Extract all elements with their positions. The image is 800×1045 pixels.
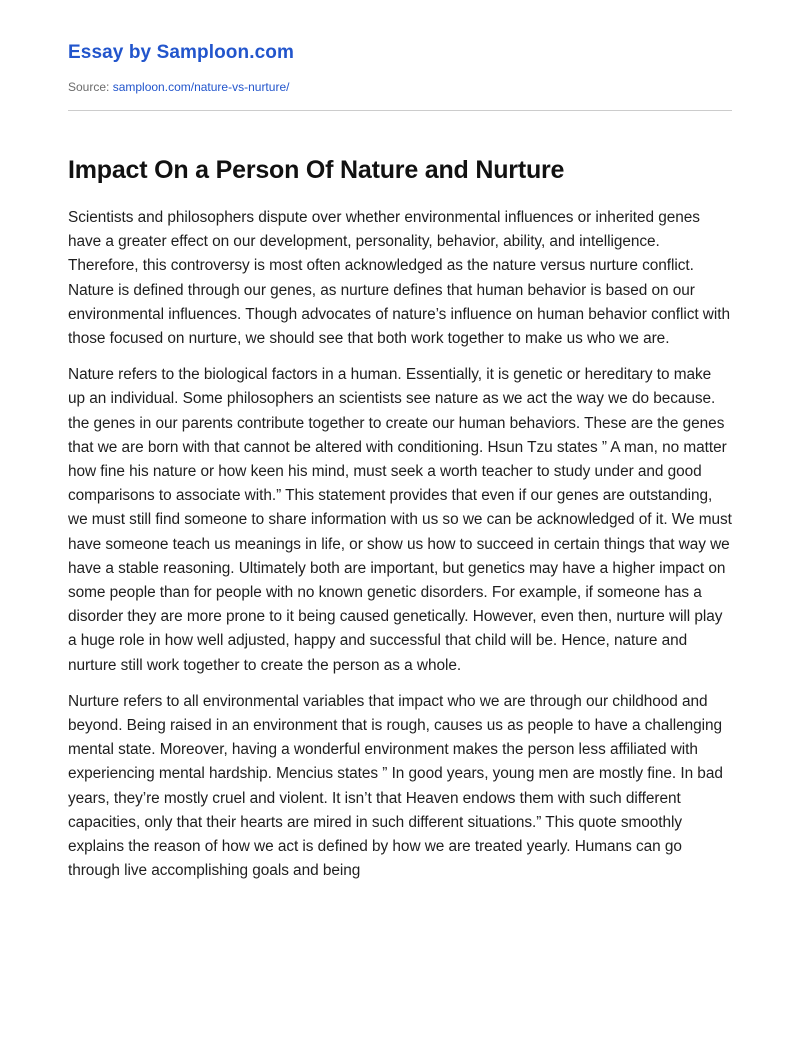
source-link[interactable]: samploon.com/nature-vs-nurture/ <box>112 80 290 94</box>
essay-paragraph-3: Nurture refers to all environmental variables that impact who we are through our childhood and beyond. Being raised in an environment that is rough, causes us as people to have a challenging mental state. Moreover, having a wonderful environment makes the person less affiliated with experiencing mental hardship. Mencius states ” In good years, young men are mostly fine. In bad years, they’re mostly cruel and violent. It isn’t that Heaven endows them with such different capacities, only that their hearts are mired in such different situations.” This quote smoothly explains the reason of how we act is defined by how we are treated yearly. Humans can go through live accomplishing goals and being <box>68 692 723 880</box>
essay-paragraph-1: Scientists and philosophers dispute over whether environmental influences or inherited genes have a greater effect on our development, personality, behavior, ability, and intelligence. Therefore, this controversy is most often acknowledged as the nature versus nurture conflict. Nature is defined through our genes, as nurture defines that human behavior is based on our environmental influences. Though advocates of nature’s influence on human behavior conflict with those focused on nurture, we should see that both work together to make us who we are. <box>68 209 730 348</box>
essay-title: Impact On a Person Of Nature and Nurture <box>68 156 565 184</box>
site-brand: Essay by Samploon.com <box>68 42 294 63</box>
essay-body <box>68 206 732 883</box>
source-line <box>68 80 732 94</box>
document-page <box>68 0 732 895</box>
header-divider <box>68 110 732 111</box>
essay-paragraph-2: Nature refers to the biological factors in a human. Essentially, it is genetic or hereditary to make up an individual. Some philosophers an scientists see nature as we act the way we do because. the genes in our parents contribute together to create our human behaviors. These are the genes that we are born with that cannot be altered with conditioning. Hsun Tzu states ” A man, no matter how fine his nature or how keen his mind, must seek a worth teacher to study under and good comparisons to associate with.” This statement provides that even if our genes are outstanding, we must still find someone to share information with us so we can be acknowledged of it. We must have someone teach us meanings in life, or show us how to succeed in certain things that way we have a stable reasoning. Ultimately both are important, but genetics may have a higher impact on some people than for people with no known genetic disorders. For example, if someone has a disorder they are more prone to it being caused genetically. However, even then, nurture will play a huge role in how well adjusted, happy and successful that child will be. Hence, nature and nurture still work together to create the person as a whole. <box>68 366 732 674</box>
source-label: Source: <box>68 80 110 94</box>
